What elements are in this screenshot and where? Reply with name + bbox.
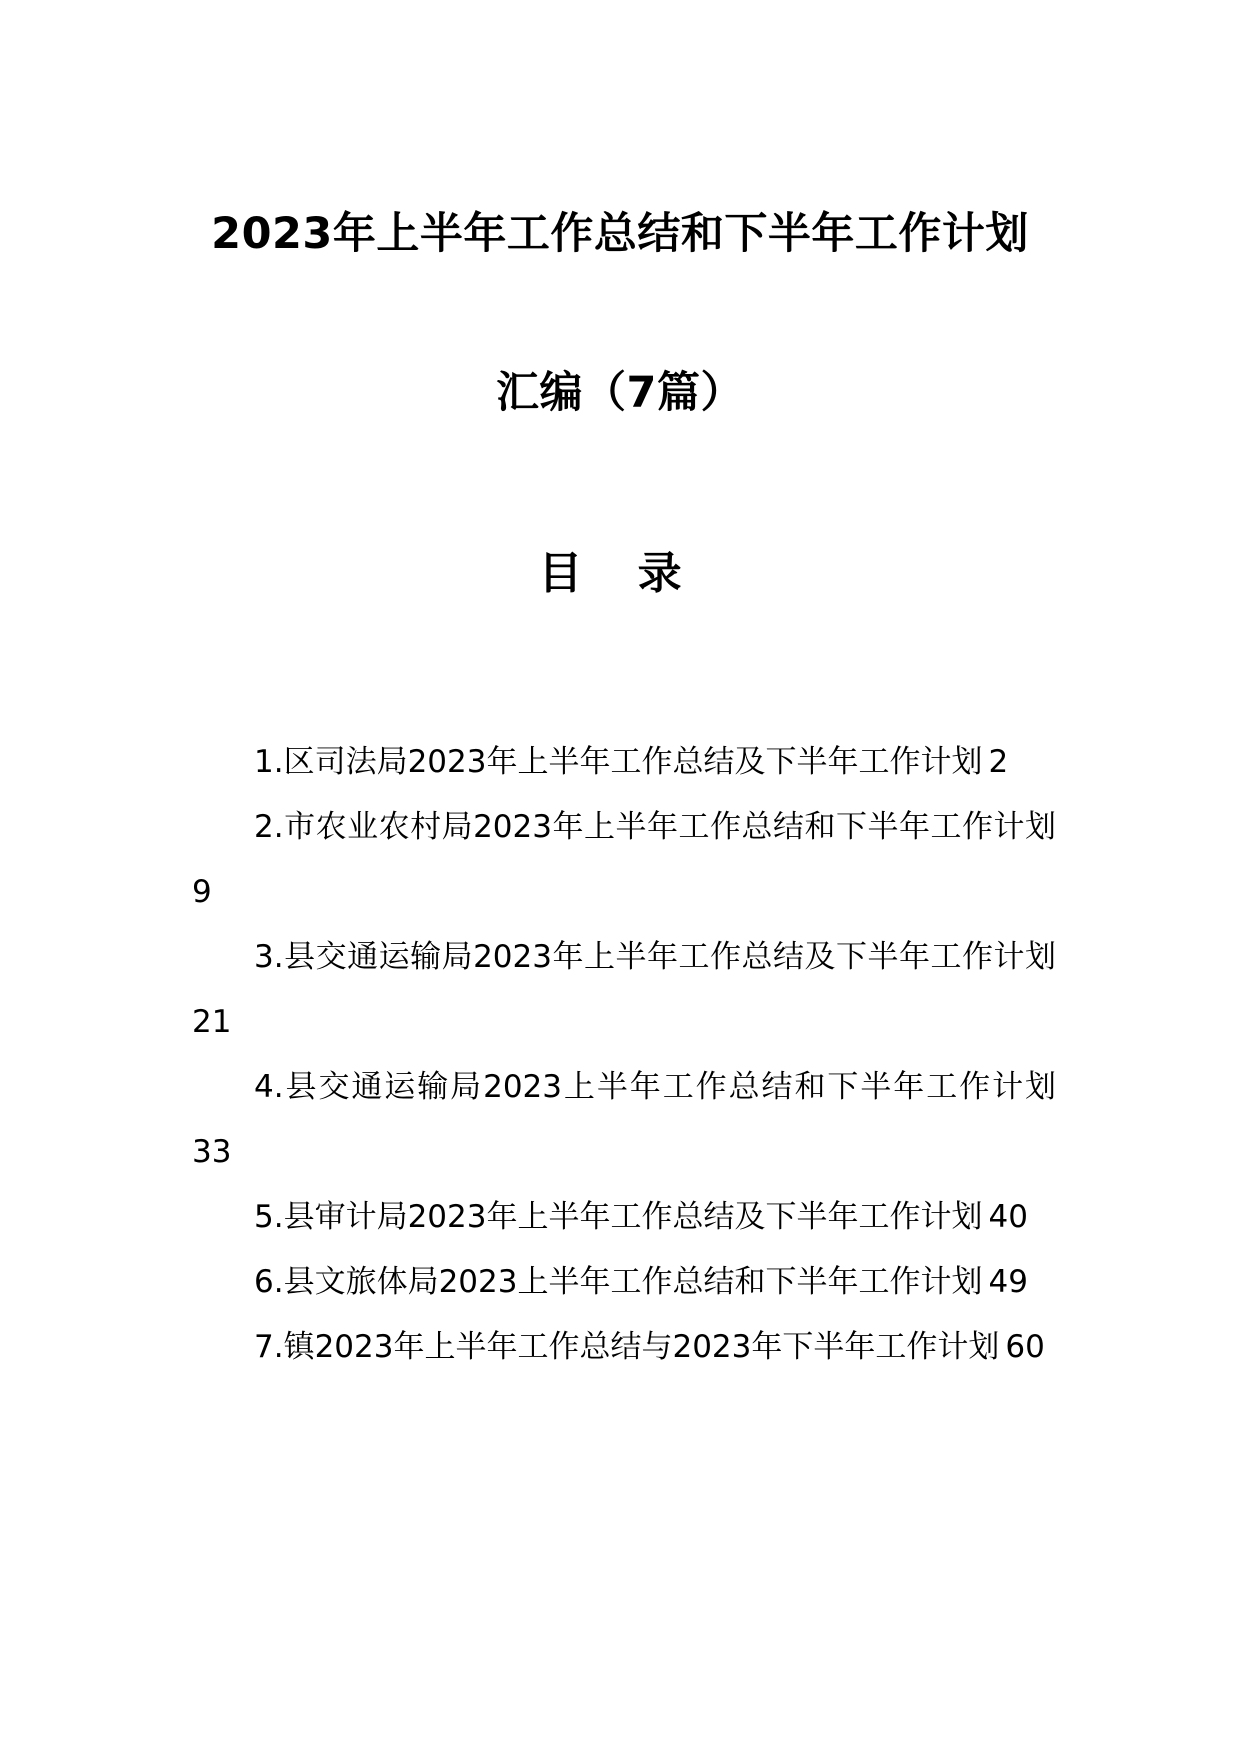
toc-entry-page-number: 2 [988,744,1009,780]
toc-entry-title: 1.区司法局2023年上半年工作总结及下半年工作计划 [254,744,983,780]
document-title-line-1: 2023年上半年工作总结和下半年工作计划 [211,209,1029,259]
toc-entry-page-number: 21 [192,1004,232,1040]
toc-entry-title: 4.县交通运输局2023上半年工作总结和下半年工作计划 [254,1069,1056,1105]
toc-entry-title: 3.县交通运输局2023年上半年工作总结及下半年工作计划 [254,939,1056,975]
toc-entry-3[interactable] [186,925,1056,1055]
toc-entry-page-number: 40 [988,1199,1028,1235]
toc-entry-1[interactable] [186,730,1056,795]
toc-entry-page-number: 60 [1005,1329,1045,1365]
toc-entry-title: 5.县审计局2023年上半年工作总结及下半年工作计划 [254,1199,983,1235]
table-of-contents [186,730,1056,1380]
document-title-line-2: 汇编（7篇） [496,368,744,418]
toc-entry-page-number: 33 [192,1134,232,1170]
toc-entry-2[interactable] [186,795,1056,925]
toc-entry-4[interactable] [186,1055,1056,1185]
toc-entry-title: 6.县文旅体局2023上半年工作总结和下半年工作计划 [254,1264,983,1300]
toc-entry-6[interactable] [186,1250,1056,1315]
toc-heading: 目 录 [538,548,702,599]
toc-entry-7[interactable] [186,1315,1056,1380]
toc-entry-title: 7.镇2023年上半年工作总结与2023年下半年工作计划 [254,1329,1000,1365]
toc-entry-title: 2.市农业农村局2023年上半年工作总结和下半年工作计划 [254,809,1056,845]
toc-entry-5[interactable] [186,1185,1056,1250]
toc-entry-page-number: 9 [192,874,212,910]
toc-entry-page-number: 49 [988,1264,1028,1300]
